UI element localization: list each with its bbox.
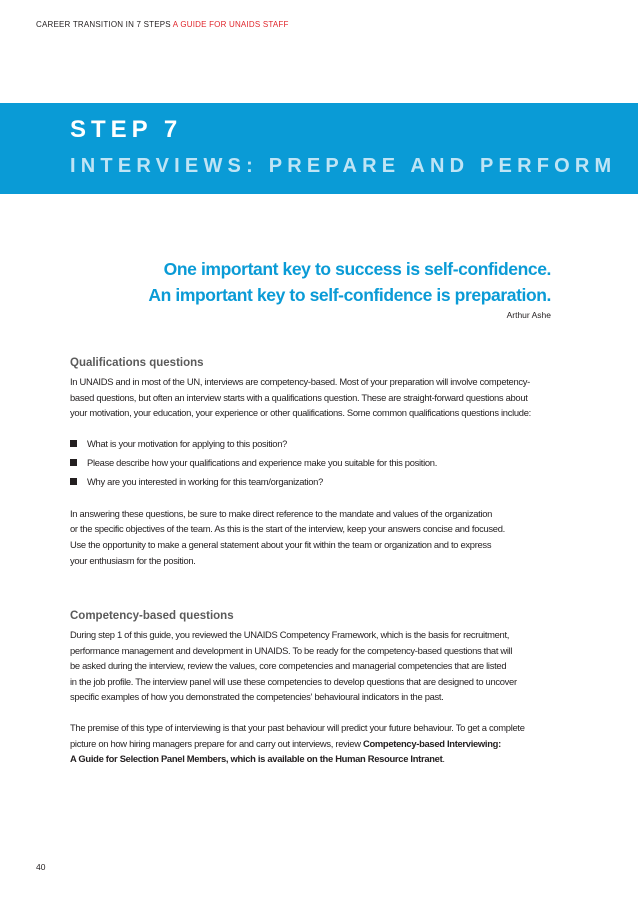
text-line: in the job profile. The interview panel will use these competencies to develop questions that are designed to uncover [70, 675, 517, 687]
text-line [70, 751, 560, 767]
text-line: based questions, but often an interview starts with a qualifications question. These are straight-forward questions about [70, 391, 528, 403]
competency-heading: Competency-based questions [70, 610, 234, 622]
text-line: In answering these questions, be sure to make direct reference to the mandate and values of the organization [70, 507, 493, 519]
qualifications-intro [70, 374, 560, 421]
text-line: or the specific objectives of the team. As this is the start of the interview, keep your answers concise and focused. [70, 523, 505, 535]
text-line: During step 1 of this guide, you reviewed the UNAIDS Competency Framework, which is the basis for recruitment, [70, 629, 510, 640]
quote-author: Arthur Ashe [506, 310, 551, 320]
text-line: your enthusiasm for the position. [70, 554, 196, 566]
quote-line-2: An important key to self-confidence is preparation. [148, 285, 551, 305]
qualifications-section [70, 357, 560, 568]
competency-paragraph-1 [70, 627, 560, 705]
header-subtitle: A GUIDE FOR UNAIDS STAFF [172, 20, 289, 29]
guide-title-reference-continued: A Guide for Selection Panel Members, which is available on the Human Resource Intranet [70, 753, 443, 765]
text-line: specific examples of how you demonstrated the competencies' behavioural indicators in the past. [70, 691, 444, 703]
competency-section [70, 610, 560, 767]
text-line: The premise of this type of interviewing is that your past behaviour will predict your future behaviour. To get a complete [70, 721, 525, 733]
competency-paragraph-2 [70, 720, 560, 767]
text-line: be asked during the interview, review the values, core competencies and managerial competencies that are listed [70, 660, 507, 672]
text-line: performance management and development in UNAIDS. To be ready for the competency-based questions that will [70, 644, 513, 656]
running-header [36, 20, 289, 29]
text-line: your motivation, your education, your experience or other qualifications. Some common qualifications questions include: [70, 407, 531, 419]
list-item [70, 472, 560, 491]
step-title: STEP 7 [70, 116, 183, 143]
text-line: Use the opportunity to make a general statement about your fit within the team or organization and to express [70, 538, 492, 550]
quote-line-1: One important key to success is self-confidence. [163, 259, 551, 279]
text-line: In UNAIDS and in most of the UN, interviews are competency-based. Most of your preparation will involve competency- [70, 376, 530, 387]
qualifications-question-list [70, 434, 560, 491]
list-item [70, 453, 560, 472]
text-segment: . [442, 753, 445, 765]
list-item-text: Please describe how your qualifications and experience make you suitable for this position. [87, 456, 437, 468]
text-segment: picture on how hiring managers prepare for and carry out interviews, review [70, 737, 363, 749]
square-bullet-icon [70, 440, 77, 447]
list-item-text: What is your motivation for applying to this position? [87, 437, 288, 449]
list-item-text: Why are you interested in working for this team/organization? [87, 475, 323, 487]
square-bullet-icon [70, 459, 77, 466]
qualifications-answer-advice [70, 506, 560, 568]
page-number: 40 [36, 862, 46, 872]
header-title: CAREER TRANSITION IN 7 STEPS [36, 20, 173, 29]
qualifications-heading: Qualifications questions [70, 357, 204, 369]
list-item [70, 434, 560, 453]
guide-title-reference: Competency-based Interviewing: [362, 737, 501, 749]
square-bullet-icon [70, 478, 77, 485]
pull-quote [148, 256, 551, 308]
step-subtitle: INTERVIEWS: PREPARE AND PERFORM [70, 155, 617, 177]
text-line [70, 736, 560, 752]
